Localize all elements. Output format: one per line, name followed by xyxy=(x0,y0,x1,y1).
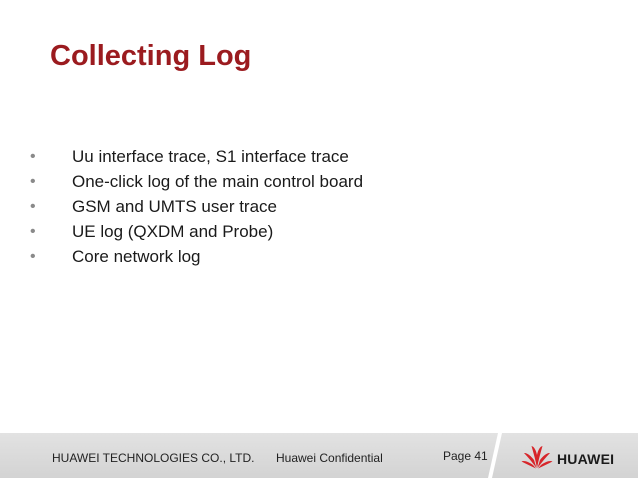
huawei-wordmark: HUAWEI xyxy=(557,451,615,467)
footer-page-number: Page 41 xyxy=(443,449,488,463)
bullet-text: Uu interface trace, S1 interface trace xyxy=(72,147,349,166)
bullet-text: GSM and UMTS user trace xyxy=(72,197,278,216)
bullet-item xyxy=(28,169,363,194)
bullet-icon: • xyxy=(30,148,36,165)
bullet-text: Core network log xyxy=(72,247,201,266)
bullet-text: One-click log of the main control board xyxy=(72,172,364,191)
bullet-item xyxy=(28,144,363,169)
huawei-logo-icon xyxy=(520,442,554,470)
bullet-item xyxy=(28,244,363,269)
bullet-item xyxy=(28,219,363,244)
bullet-item xyxy=(28,194,363,219)
footer-company: HUAWEI TECHNOLOGIES CO., LTD. xyxy=(52,451,255,465)
slide-title: Collecting Log xyxy=(50,40,252,72)
bullet-list xyxy=(28,144,363,269)
bullet-icon: • xyxy=(30,173,36,190)
bullet-text: UE log (QXDM and Probe) xyxy=(72,222,274,241)
footer-confidential: Huawei Confidential xyxy=(276,451,383,465)
bullet-icon: • xyxy=(30,223,36,240)
bullet-icon: • xyxy=(30,248,36,265)
bullet-icon: • xyxy=(30,198,36,215)
